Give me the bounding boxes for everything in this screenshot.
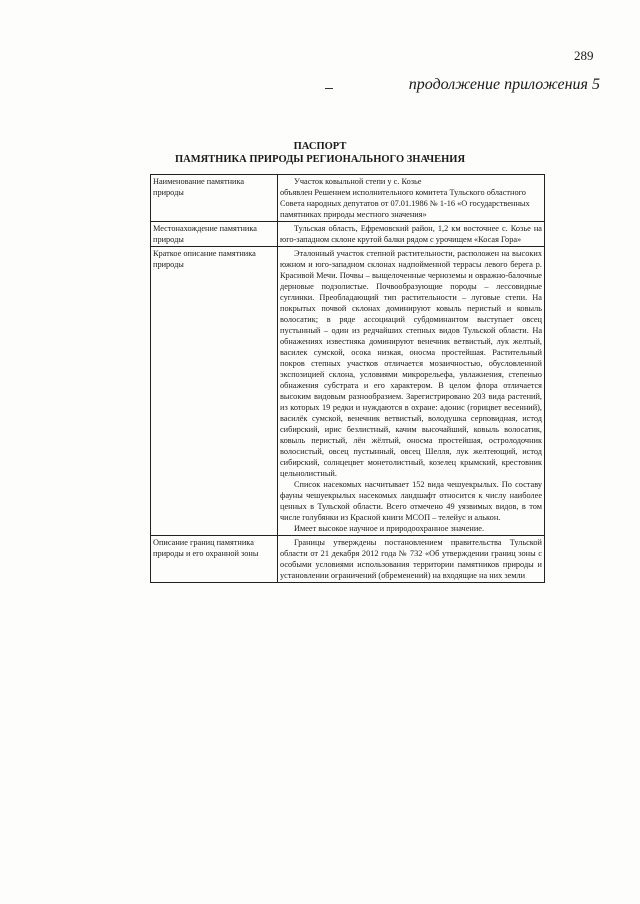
value-paragraph: Эталонный участок степной растительности, расположен на высоких южном и юго-западном склонах надпойменной террасы левого берега р. Красивой Мечи. Почвы – выщелоченные черноземы и овражно-балочные дерновые подзолистые. Почвообразующие породы – лессовидные суглинки. Преобладающий тип растительности – луговые степи. На покрытых почвой склонах доминируют ковыль перистый и ковыль волосатик; в ряде ассоциаций субдоминантом выступает овсец пустынный – один из редчайших степных видов Тульской области. На обнажениях известняка доминируют венечник ветвистый, лук желтый, василек сумской, осока низкая, оносма простейшая. Растительный покров степных участков отличается мозаичностью, обусловленной экспозицией склона, условиями микрорельефа, увлажнения, степенью обнажения субстрата и его характером. В целом флора отличается высоким видовым разнообразием. Зарегистрировано 203 вида растений, из которых 19 редки и нуждаются в охране: адонис (горицвет весенний), василёк сумской, венечник ветвистый, володушка серповидная, истод сибирский, ирис безлистный, качим высочайший, ковыль волосатик, ковыль перистый, лён жёлтый, оносма простейшая, остролодочник волосистый, овсец пустынный, овсец Шелля, лук желтеющий, истод сибирский, солнцецвет монетолистный, козелец крымский, крестовник цельнолистный. [280, 249, 542, 478]
appendix-note: продолжение приложения 5 [408, 76, 600, 93]
value-paragraph: Тульская область, Ефремовский район, 1,2 км восточнее с. Козье на юго-западном склоне крутой балки рядом с урочищем «Косая Гора» [280, 224, 542, 244]
table-row [151, 222, 545, 247]
value-paragraph: Участок ковыльной степи у с. Козье [294, 177, 422, 186]
row-value [278, 536, 545, 583]
row-value [278, 222, 545, 247]
passport-table [150, 174, 545, 583]
value-paragraph: Список насекомых насчитывает 152 вида чешуекрылых. По составу фауны чешуекрылых насекомых ландшафт относится к числу наиболее ценных в Тульской области. Всего отмечено 49 уязвимых видов, в том числе голубянки из Красной книги МСОП – телейус и алькон. [280, 480, 542, 522]
page-number: 289 [574, 48, 594, 63]
dash-mark [325, 88, 333, 89]
value-paragraph: объявлен Решением исполнительного комитета Тульского областного Совета народных депутатов от 07.01.1986 № 1-16 «О государственных памятниках природы местного значения» [280, 188, 530, 219]
table-row [151, 536, 545, 583]
row-label: Наименование памятника природы [151, 175, 278, 222]
title-line-1: ПАСПОРТ [293, 141, 347, 152]
value-paragraph: Имеет высокое научное и природоохранное значение. [294, 524, 485, 533]
row-label: Описание границ памятника природы и его охранной зоны [151, 536, 278, 583]
row-value [278, 175, 545, 222]
row-value [278, 247, 545, 536]
value-paragraph: Границы утверждены постановлением правительства Тульской области от 21 декабря 2012 года № 732 «Об утверждении границ зоны с особыми условиями использования территории памятников природы и установлении ограничений (обременений) на входящие на них земли [280, 538, 542, 580]
row-label: Местонахождение памятника природы [151, 222, 278, 247]
document-title [0, 140, 640, 166]
row-label: Краткое описание памятника природы [151, 247, 278, 536]
table-row [151, 175, 545, 222]
table-row [151, 247, 545, 536]
title-line-2: ПАМЯТНИКА ПРИРОДЫ РЕГИОНАЛЬНОГО ЗНАЧЕНИЯ [174, 154, 466, 165]
